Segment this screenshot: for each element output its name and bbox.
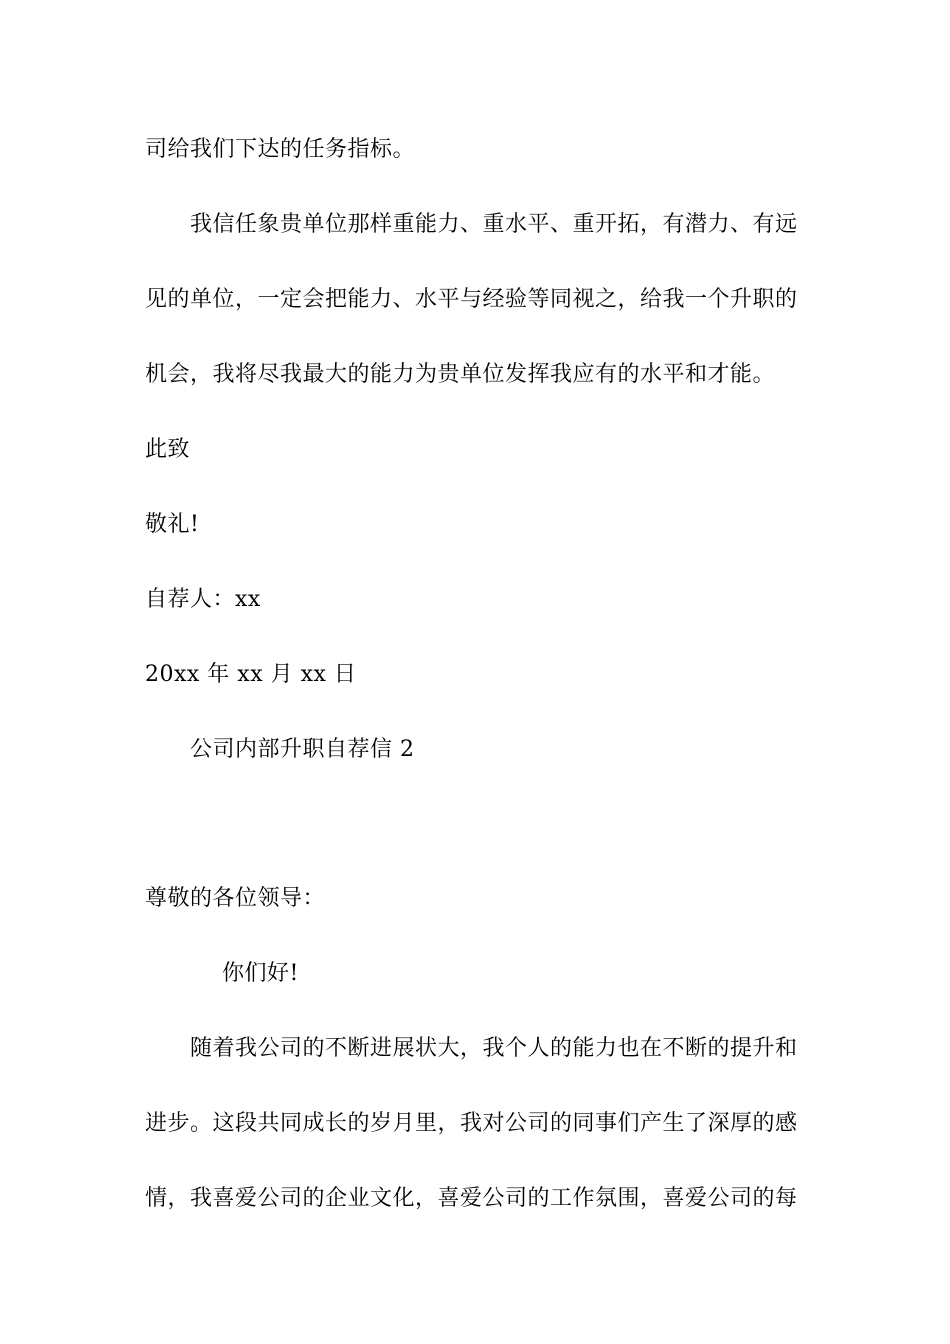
paragraph-line: 我信任象贵单位那样重能力、重水平、重开拓，有潜力、有远: [190, 212, 798, 237]
paragraph-line: 司给我们下达的任务指标。: [145, 137, 416, 162]
paragraph-line: 机会，我将尽我最大的能力为贵单位发挥我应有的水平和才能。: [145, 362, 776, 387]
date-line: 20xx 年 xx 月 xx 日: [145, 662, 357, 687]
signature-line: 自荐人：xx: [145, 587, 261, 612]
closing-salutation: 此致: [145, 437, 191, 462]
greeting-hello: 你们好!: [222, 961, 299, 986]
paragraph-line: 随着我公司的不断进展状大，我个人的能力也在不断的提升和: [190, 1036, 798, 1061]
greeting-line: 尊敬的各位领导：: [145, 886, 326, 911]
paragraph-line: 情，我喜爱公司的企业文化，喜爱公司的工作氛围，喜爱公司的每: [145, 1186, 798, 1211]
section-title: 公司内部升职自荐信 2: [190, 737, 415, 762]
paragraph-line: 进步。这段共同成长的岁月里，我对公司的同事们产生了深厚的感: [145, 1111, 798, 1136]
closing-regards: 敬礼!: [145, 512, 200, 537]
paragraph-line: 见的单位，一定会把能力、水平与经验等同视之，给我一个升职的: [145, 287, 798, 312]
